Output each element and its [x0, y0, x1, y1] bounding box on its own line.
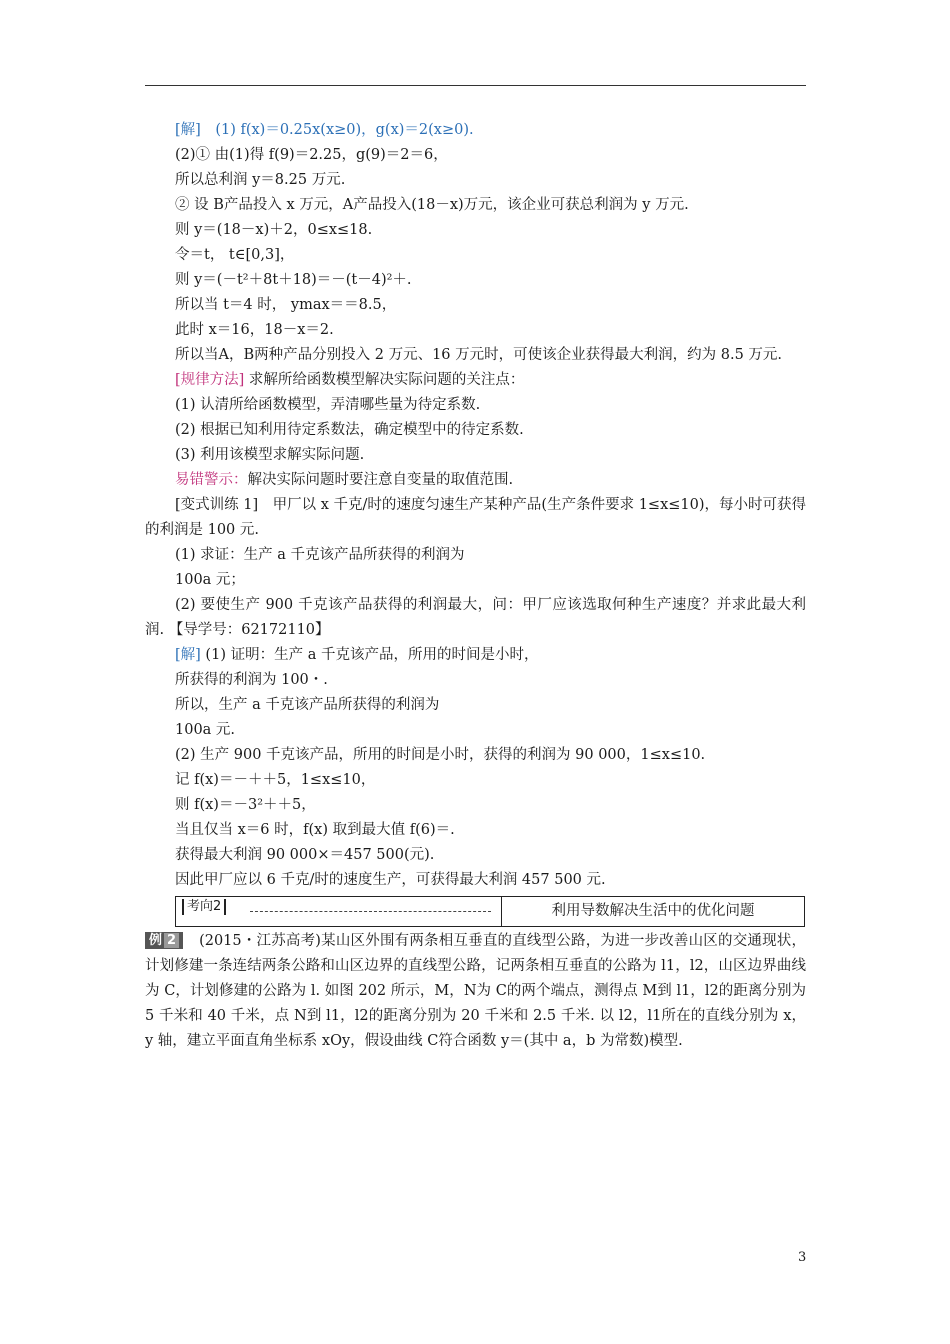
text-line: (3) 利用该模型求解实际问题.	[175, 447, 365, 463]
topic-box	[175, 896, 805, 927]
text-line: 所获得的利润为 100・.	[175, 672, 328, 688]
solution-tag: [解]	[175, 647, 201, 663]
solution-heading	[145, 643, 806, 668]
text-line: 所以，生产 a 千克该产品所获得的利润为	[175, 697, 440, 713]
text-line: 则 f(x)＝－3²＋＋5，	[175, 797, 316, 813]
text-line: 获得最大利润 90 000×＝457 500(元).	[175, 847, 435, 863]
topic-title: 利用导数解决生活中的优化问题	[551, 903, 755, 919]
text-line: 则 y＝(18－x)＋2，0≤x≤18.	[175, 222, 373, 238]
text-line: (1) 认清所给函数模型，弄清哪些量为待定系数.	[175, 397, 481, 413]
text-line: 所以总利润 y＝8.25 万元.	[175, 172, 346, 188]
text-line: 因此甲厂应以 6 千克/时的速度生产，可获得最大利润 457 500 元.	[175, 872, 606, 888]
method-tag: [规律方法]	[175, 372, 245, 388]
example-badge	[145, 932, 183, 949]
exercise-paragraph: [变式训练 1] 甲厂以 x 千克/时的速度匀速生产某种产品(生产条件要求 1≤x≤10)，每小时可获得的利润是 100 元.	[145, 497, 807, 538]
warning-tag: 易错警示：	[175, 472, 248, 488]
text-line: 记 f(x)＝－＋＋5，1≤x≤10，	[175, 772, 376, 788]
text-paragraph: (2) 要使生产 900 千克该产品获得的利润最大，问：甲厂应该选取何种生产速度？并求此最大利润. 【导学号：62172110】	[145, 597, 806, 638]
example-paragraph	[145, 929, 806, 1054]
text-line: (2) 根据已知利用待定系数法，确定模型中的待定系数.	[175, 422, 524, 438]
text-line: 100a 元.	[175, 722, 236, 738]
page-body	[145, 118, 806, 1054]
text-line: 此时 x＝16，18－x＝2.	[175, 322, 334, 338]
example-badge-number: 2	[164, 933, 179, 948]
text-line: (1) 求证：生产 a 千克该产品所获得的利润为	[175, 547, 465, 563]
example-badge-label: 例	[149, 933, 163, 948]
text-line: ② 设 B产品投入 x 万元，A产品投入(18－x)万元，该企业可获总利润为 y 万元.	[175, 197, 689, 213]
page-number: 3	[798, 1250, 807, 1265]
warning-line	[145, 468, 806, 493]
text-line: (2) 生产 900 千克该产品，所用的时间是小时，获得的利润为 90 000，1≤x≤10.	[175, 747, 706, 763]
example-text: (2015・江苏高考)某山区外围有两条相互垂直的直线型公路，为进一步改善山区的交通现状，计划修建一条连结两条公路和山区边界的直线型公路，记两条相互垂直的公路为 l1，l2，山区边界曲线为 C，计划修建的公路为 l. 如图 202 所示，M，N为 C的两个端点，测得点 M到 l1，l2的距离分别为 5 千米和 40 千米，点 N到 l1，l2的距离分别为 20 千米和 2.5 千米. 以 l2，l1所在的直线分别为 x，y 轴，建立平面直角坐标系 xOy，假设曲线 C符合函数 y＝(其中 a，b 为常数)模型.	[145, 933, 806, 1049]
method-text: 求解所给函数模型解决实际问题的关注点：	[244, 372, 525, 388]
method-heading	[145, 368, 806, 393]
text-paragraph: 所以当A，B两种产品分别投入 2 万元、16 万元时，可使该企业获得最大利润，约为 8.5 万元.	[175, 347, 783, 363]
solution-text: [解] (1) f(x)＝0.25x(x≥0)，g(x)＝2(x≥0).	[175, 122, 474, 138]
text-line: 100a 元；	[175, 572, 245, 588]
text-line: 当且仅当 x＝6 时，f(x) 取到最大值 f(6)＝.	[175, 822, 455, 838]
text-line: (2)① 由(1)得 f(9)＝2.25，g(9)＝2＝6，	[175, 147, 448, 163]
text-line: 所以当 t＝4 时， ymax＝＝8.5，	[175, 297, 397, 313]
text-line: 则 y＝(－t²＋8t＋18)＝－(t－4)²＋.	[175, 272, 412, 288]
warning-text: 解决实际问题时要注意自变量的取值范围.	[247, 472, 514, 488]
solution-line-1	[145, 118, 806, 143]
header-rule	[145, 85, 806, 86]
solution-text: (1) 证明：生产 a 千克该产品，所用的时间是小时，	[200, 647, 539, 663]
topic-label: 考向2	[182, 899, 226, 915]
text-line: 令＝t， t∈[0,3]，	[175, 247, 295, 263]
topic-label-cell	[176, 897, 502, 926]
topic-dashed-line	[250, 911, 491, 912]
